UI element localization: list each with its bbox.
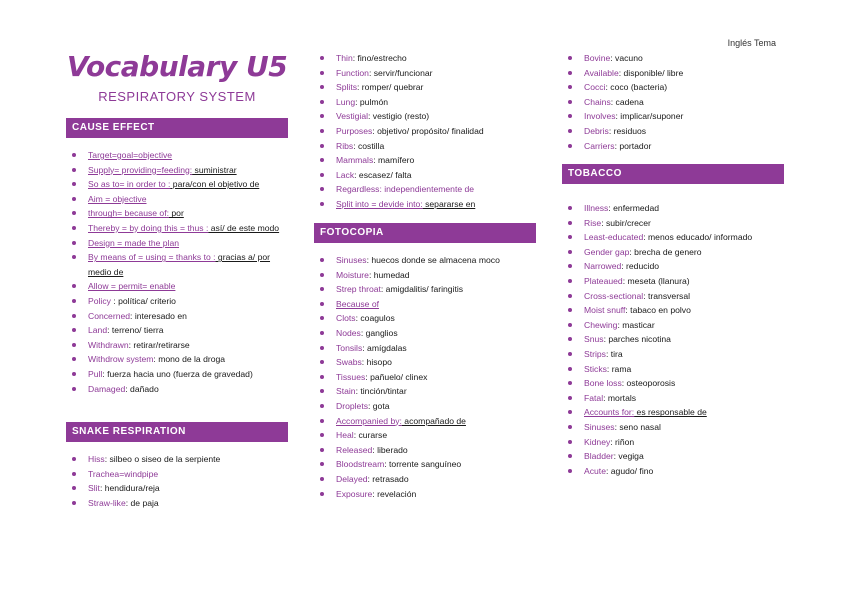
vocab-definition: : pañuelo/ clinex [365,371,428,382]
vocab-definition: es responsable de [634,407,707,418]
vocab-item [314,109,536,124]
vocab-definition: : parches nicotina [603,334,671,345]
vocab-term: Ribs [336,140,354,151]
vocab-item [562,95,784,110]
vocab-item [314,311,536,326]
vocab-definition: : hisopo [361,357,392,368]
vocab-term: Nodes [336,327,361,338]
vocab-term: Concerned [88,310,131,321]
vocab-definition: : mortals [603,392,637,403]
vocab-definition: : torrente sanguíneo [384,459,462,470]
vocab-term: Moisture [336,269,369,280]
vocab-term: Mammals [336,155,374,166]
vocab-term: Allow = permit= enable [88,281,176,292]
vocab-term: Straw-like [88,497,126,508]
vocab-item [562,347,784,362]
vocab-item [314,168,536,183]
vocab-list-tobacco [562,201,784,478]
vocab-term: Snus [584,334,604,345]
vocab-term: Stain [336,386,356,397]
vocab-definition: : vestigio (resto) [368,111,430,122]
vocab-item [562,216,784,231]
vocab-term: Vestigial [336,111,369,122]
vocab-definition: por [169,208,184,219]
vocab-term: Chewing [584,319,618,330]
vocab-definition: suministrar [192,164,237,175]
vocab-term: Clots [336,313,356,324]
vocab-definition: : dañado [125,383,159,394]
vocab-term: Slit [88,483,100,494]
vocab-item [314,80,536,95]
vocab-term: Droplets [336,400,368,411]
page-subtitle: RESPIRATORY SYSTEM [98,89,256,104]
vocab-item [562,464,784,479]
document-header-label: Inglés Tema [727,38,776,48]
vocab-term: Plateaued [584,275,623,286]
vocab-definition: : amigdalitis/ faringitis [380,284,464,295]
vocab-item [562,376,784,391]
vocab-item [562,245,784,260]
vocab-term: Thin [336,53,353,63]
vocab-definition: : retrasado [367,473,409,484]
vocab-item [314,428,536,443]
vocab-term: Because of [336,298,379,309]
column-2-lower [314,223,536,501]
column-3-lower [562,164,784,478]
vocab-term: Policy [88,295,111,306]
vocab-item [314,355,536,370]
vocab-term: Purposes [336,125,373,136]
vocab-item [314,297,536,312]
vocab-term: Accompanied by: [336,415,402,426]
vocab-term: Fatal [584,392,604,403]
vocab-term: Withdrawn [88,339,129,350]
vocab-definition: : portador [614,140,652,151]
vocab-term: Function [336,67,369,78]
vocab-definition: : disponible/ libre [618,67,684,78]
vocab-item [66,323,288,338]
page-title: Vocabulary U5 [66,50,288,83]
vocab-definition: : rama [606,363,632,374]
vocab-definition: : agudo/ fino [605,465,654,476]
vocab-item [562,201,784,216]
vocab-term: Swabs [336,357,362,368]
vocab-item [66,148,288,163]
column-1-lower [66,422,288,510]
vocab-item [562,405,784,420]
vocab-definition: : gota [368,400,390,411]
vocab-item [562,435,784,450]
vocab-term: Aim = objective [88,193,147,204]
vocab-term: Exposure [336,488,373,499]
vocab-term: Damaged [88,383,126,394]
vocab-item [314,66,536,81]
vocab-definition: : pulmón [355,96,389,107]
vocab-term: Bone loss [584,378,622,389]
vocab-item [562,420,784,435]
vocab-definition: : costilla [353,140,385,151]
section-heading-tobacco: TOBACCO [562,164,784,184]
vocab-item [66,250,288,279]
vocab-term: Target=goal=objective [88,150,173,160]
vocab-term: Carriers [584,140,615,151]
vocab-list-bacteria [562,51,784,153]
vocab-definition: : humedad [368,269,410,280]
section-heading-fotocopia: FOTOCOPIA [314,223,536,243]
vocab-definition: : meseta (llanura) [622,275,690,286]
vocab-term: Sinuses [336,255,367,265]
vocab-item [562,391,784,406]
vocab-term: Illness [584,203,609,213]
vocab-term: Pull [88,368,103,379]
column-2 [314,51,536,212]
vocab-term: through= because of: [88,208,169,219]
vocab-term: Kidney [584,436,611,447]
vocab-definition: gracias a/ por medio de [88,252,271,277]
column-1 [66,118,288,396]
vocab-term: Thereby = by doing this = thus : [88,222,209,233]
vocab-term: Design = made the plan [88,237,180,248]
vocab-item [314,124,536,139]
vocab-item [66,236,288,251]
vocab-term: Splits [336,82,358,93]
vocab-item [66,352,288,367]
vocab-definition: : masticar [617,319,655,330]
vocab-definition: : cadena [610,96,644,107]
vocab-item [314,182,536,197]
vocab-definition: : brecha de genero [629,246,702,257]
vocab-definition: : retirar/retirarse [128,339,190,350]
vocab-term: Involves [584,111,616,122]
vocab-definition: : tinción/tintar [355,386,407,397]
vocab-item [66,163,288,178]
vocab-item [66,177,288,192]
vocab-item [66,382,288,397]
vocab-item [562,449,784,464]
vocab-item [314,139,536,154]
vocab-term: Strips [584,348,606,359]
vocab-term: Least-educated [584,232,644,243]
vocab-definition: para/con el objetivo de [170,179,260,190]
vocab-definition: : liberado [372,444,408,455]
vocab-item [66,338,288,353]
section-heading-cause-effect: CAUSE EFFECT [66,118,288,138]
vocab-definition: : de paja [125,497,159,508]
vocab-list-continued [314,51,536,212]
vocab-item [314,443,536,458]
vocab-definition: : coagulos [355,313,395,324]
vocab-term: Split into = devide into: [336,198,423,209]
vocab-list-cause-effect [66,148,288,396]
vocab-definition: : fino/estrecho [352,53,407,63]
vocab-term: Trachea=windpipe [88,468,159,479]
vocab-definition: acompañado de [401,415,466,426]
vocab-list-snake-respiration [66,452,288,510]
vocab-item [562,274,784,289]
vocab-definition: : vacuno [610,53,643,63]
vocab-term: Rise [584,217,602,228]
vocab-item [562,139,784,154]
vocab-definition: : interesado en [130,310,187,321]
vocab-definition: : coco (bacteria) [605,82,668,93]
vocab-definition: : hendidura/reja [99,483,160,494]
vocab-item [562,303,784,318]
column-3 [562,51,784,153]
vocab-term: Sinuses [584,421,615,432]
vocab-item [314,95,536,110]
vocab-definition: : osteoporosis [621,378,676,389]
vocab-item [66,467,288,482]
vocab-term: Withdrow system [88,354,154,365]
vocab-term: So as to= in order to : [88,179,171,190]
vocab-item [314,341,536,356]
vocab-item [562,51,784,66]
vocab-definition: : mono de la droga [153,354,226,365]
vocab-definition: : enfermedad [608,203,659,213]
vocab-definition: : subir/crecer [601,217,651,228]
vocab-term: Accounts for: [584,407,635,418]
vocab-item [66,309,288,324]
vocab-definition: : curarse [353,430,388,441]
vocab-definition: separarse en [422,198,476,209]
vocab-item [314,282,536,297]
vocab-definition: : objetivo/ propósito/ finalidad [372,125,484,136]
vocab-definition: : tira [605,348,623,359]
vocab-item [314,153,536,168]
vocab-term: Land [88,325,108,336]
vocab-term: Released [336,444,373,455]
vocab-item [562,230,784,245]
vocab-item [562,318,784,333]
vocab-definition: : reducido [621,261,660,272]
vocab-item [66,206,288,221]
vocab-item [66,221,288,236]
vocab-item [66,367,288,382]
vocab-item [314,399,536,414]
vocab-definition: : fuerza hacia uno (fuerza de gravedad) [102,368,253,379]
vocab-term: Heal [336,430,354,441]
vocab-term: Cocci [584,82,606,93]
vocab-definition: : silbeo o siseo de la serpiente [104,454,221,464]
vocab-term: Tonsils [336,342,363,353]
vocab-term: Bladder [584,451,614,462]
vocab-definition: : menos educado/ informado [643,232,753,243]
vocab-term: Bovine [584,53,611,63]
vocab-definition: : riñon [610,436,635,447]
vocab-item [66,294,288,309]
vocab-definition: : escasez/ falta [354,169,412,180]
vocab-definition: : ganglios [360,327,398,338]
vocab-term: Narrowed [584,261,622,272]
vocab-item [314,370,536,385]
vocab-definition: : servir/funcionar [368,67,433,78]
vocab-item [562,109,784,124]
vocab-definition: : tabaco en polvo [625,305,691,316]
vocab-item [314,384,536,399]
vocab-item [66,496,288,511]
vocab-term: Tissues [336,371,366,382]
vocab-item [314,326,536,341]
vocab-definition: : implicar/suponer [615,111,684,122]
vocab-term: Sticks [584,363,607,374]
vocab-term: Hiss [88,454,105,464]
vocab-term: Chains [584,96,611,107]
vocab-term: Regardless: independientemente de [336,184,475,195]
vocab-term: By means of = using = thanks to : [88,252,216,263]
vocab-item [562,362,784,377]
vocab-item [562,259,784,274]
vocab-item [314,253,536,268]
section-heading-snake-respiration: SNAKE RESPIRATION [66,422,288,442]
vocab-term: Gender gap [584,246,630,257]
vocab-term: Strep throat [336,284,381,295]
vocab-term: Lung [336,96,356,107]
vocab-item [314,414,536,429]
vocab-list-fotocopia [314,253,536,501]
vocab-term: Delayed [336,473,368,484]
vocab-definition: : revelación [372,488,417,499]
vocab-term: Bloodstream [336,459,385,470]
vocab-item [562,289,784,304]
vocab-definition: : terreno/ tierra [107,325,164,336]
vocab-item [314,472,536,487]
vocab-item [314,457,536,472]
vocab-definition: : huecos donde se almacena moco [366,255,500,265]
vocab-item [314,197,536,212]
vocab-item [314,487,536,502]
vocab-item [66,279,288,294]
vocab-term: Lack [336,169,355,180]
vocab-item [66,192,288,207]
vocab-definition: : residuos [608,125,647,136]
vocab-definition: así/ de este modo [208,222,280,233]
vocab-item [66,452,288,467]
vocab-definition: : seno nasal [614,421,661,432]
vocab-item [314,51,536,66]
vocab-term: Moist snuff [584,305,626,316]
vocab-term: Debris [584,125,609,136]
vocab-definition: : transversal [643,290,691,301]
vocab-definition: : política/ criterio [110,295,176,306]
vocab-item [314,268,536,283]
vocab-term: Acute [584,465,606,476]
vocab-term: Supply= providing=feeding: [88,164,193,175]
vocab-definition: : vegiga [613,451,644,462]
vocab-term: Available [584,67,619,78]
vocab-item [66,481,288,496]
vocab-item [562,66,784,81]
vocab-item [562,332,784,347]
vocab-definition: : mamífero [373,155,415,166]
vocab-definition: : romper/ quebrar [357,82,424,93]
vocab-definition: : amígdalas [362,342,407,353]
vocab-item [562,80,784,95]
vocab-item [562,124,784,139]
vocab-term: Cross-sectional [584,290,644,301]
